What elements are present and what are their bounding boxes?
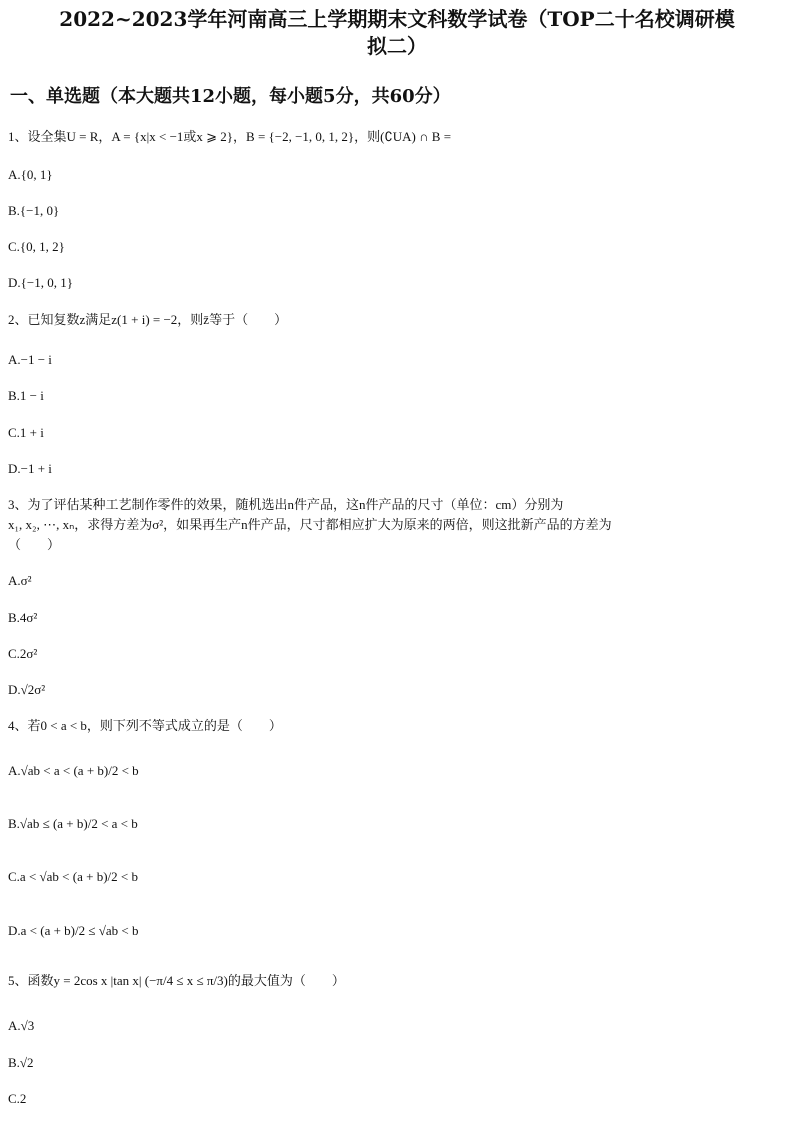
question-3-option-b: B.4σ² [8, 610, 38, 625]
question-5-option-b: B.√2 [8, 1055, 34, 1070]
question-4-option-c: C.a < √ab < (a + b)/2 < b [8, 869, 138, 884]
question-3-option-c: C.2σ² [8, 646, 38, 661]
question-5-option-c: C.2 [8, 1091, 27, 1106]
question-2-option-b: B.1 − i [8, 388, 44, 403]
exam-title-line2: 拟二） [367, 34, 427, 58]
question-2-option-d: D.−1 + i [8, 461, 52, 476]
question-1-option-b: B.{−1, 0} [8, 203, 60, 218]
question-3-option-a: A.σ² [8, 573, 32, 588]
question-4-option-d: D.a < (a + b)/2 ≤ √ab < b [8, 923, 139, 938]
question-4-option-b: B.√ab ≤ (a + b)/2 < a < b [8, 816, 138, 831]
question-1-option-c: C.{0, 1, 2} [8, 239, 65, 254]
question-5-option-a: A.√3 [8, 1018, 35, 1033]
question-3-stem-line1: 3、为了评估某种工艺制作零件的效果，随机选出n件产品，这n件产品的尺寸（单位：cm）分别为 [8, 497, 564, 512]
exam-title-line1: 2022~2023学年河南高三上学期期末文科数学试卷（TOP二十名校调研模 [59, 7, 735, 31]
question-2-stem: 2、已知复数z满足z(1 + i) = −2，则z̄等于（ ） [8, 312, 288, 327]
question-2-option-a: A.−1 − i [8, 352, 52, 367]
question-4-stem: 4、若0 < a < b，则下列不等式成立的是（ ） [8, 718, 282, 733]
question-1-option-a: A.{0, 1} [8, 167, 53, 182]
question-3-stem-line3: （ ） [8, 537, 61, 552]
question-1-option-d: D.{−1, 0, 1} [8, 275, 73, 290]
question-3-stem-line2: x₁, x₂, ⋯, xₙ，求得方差为σ²，如果再生产n件产品，尺寸都相应扩大为原来的两倍，则这批新产品的方差为 [8, 517, 612, 532]
exam-title [10, 6, 784, 60]
question-1-stem: 1、设全集U = R，A = {x|x < −1或x ⩾ 2}，B = {−2, −1, 0, 1, 2}，则(∁UA) ∩ B = [8, 129, 452, 144]
question-4-option-a: A.√ab < a < (a + b)/2 < b [8, 763, 139, 778]
question-5-stem: 5、函数y = 2cos x |tan x| (−π/4 ≤ x ≤ π/3)的最大值为（ ） [8, 973, 345, 988]
section-heading: 一、单选题（本大题共12小题，每小题5分，共60分） [10, 86, 451, 107]
question-2-option-c: C.1 + i [8, 425, 44, 440]
question-3-option-d: D.√2σ² [8, 682, 46, 697]
